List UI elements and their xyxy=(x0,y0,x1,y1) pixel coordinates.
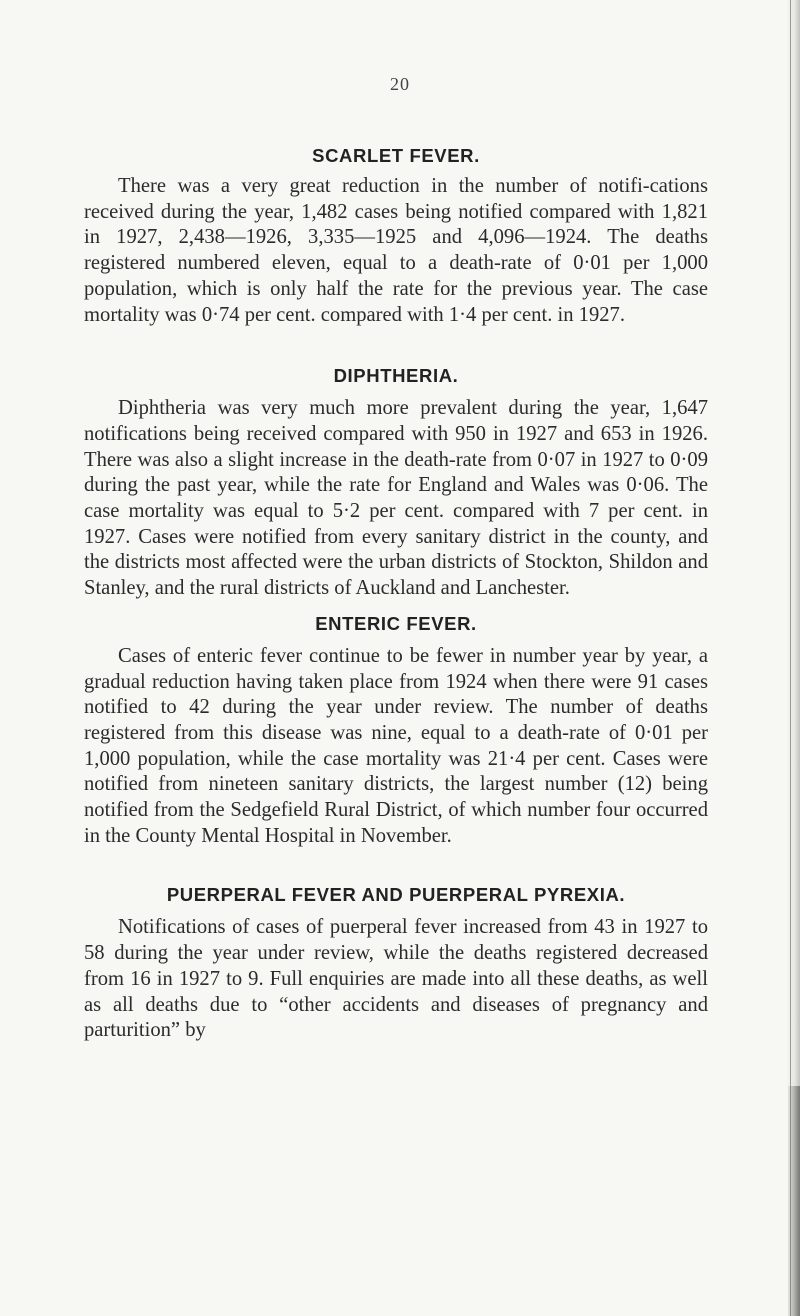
puerperal-heading: PUERPERAL FEVER AND PUERPERAL PYREXIA. xyxy=(166,884,626,906)
scarlet-fever-paragraph: There was a very great reduction in the number of notifi-cations received during the year, 1,482 cases being notified compared with 1,821 in 1927, 2,438—1926, 3,335—1925 and 4,096—1924. The deaths registered numbered eleven, equal to a death-rate of 0·01 per 1,000 population, which is only half the rate for the previous year. The case mortality was 0·74 per cent. compared with 1·4 per cent. in 1927. xyxy=(84,175,708,326)
diphtheria-paragraph: Diphtheria was very much more prevalent during the year, 1,647 notifications being received compared with 950 in 1927 and 653 in 1926. There was also a slight increase in the death-rate from 0·07 in 1927 to 0·09 during the past year, while the rate for England and Wales was 0·06. The case mortality was equal to 5·2 per cent. compared with 7 per cent. in 1927. Cases were notified from every sanitary district in the county, and the districts most affected were the urban districts of Stockton, Shildon and Stanley, and the rural districts of Auckland and Lanchester. xyxy=(84,397,708,600)
enteric-fever-paragraph: Cases of enteric fever continue to be fewer in number year by year, a gradual reduction having taken place from 1924 when there were 91 cases notified to 42 during the year under review. The number of deaths registered from this disease was nine, equal to a death-rate of 0·01 per 1,000 population, while the case mortality was 21·4 per cent. Cases were notified from nineteen sanitary districts, the largest number (12) being notified from the Sedgefield Rural District, of which number four occurred in the County Mental Hospital in November. xyxy=(84,644,708,847)
page-edge-bottom-shadow xyxy=(788,1086,800,1316)
puerperal-paragraph: Notifications of cases of puerperal fever increased from 43 in 1927 to 58 during the year under review, while the deaths registered decreased from 16 in 1927 to 9. Full enquiries are made into all these deaths, as well as all deaths due to “other accidents and diseases of pregnancy and parturition” by xyxy=(84,916,708,1042)
enteric-fever-heading: ENTERIC FEVER. xyxy=(315,612,477,634)
diphtheria-heading: DIPHTHERIA. xyxy=(333,365,459,387)
scarlet-fever-heading: SCARLET FEVER. xyxy=(312,145,480,166)
page-content xyxy=(84,114,708,1044)
page-number: 20 xyxy=(390,74,410,94)
